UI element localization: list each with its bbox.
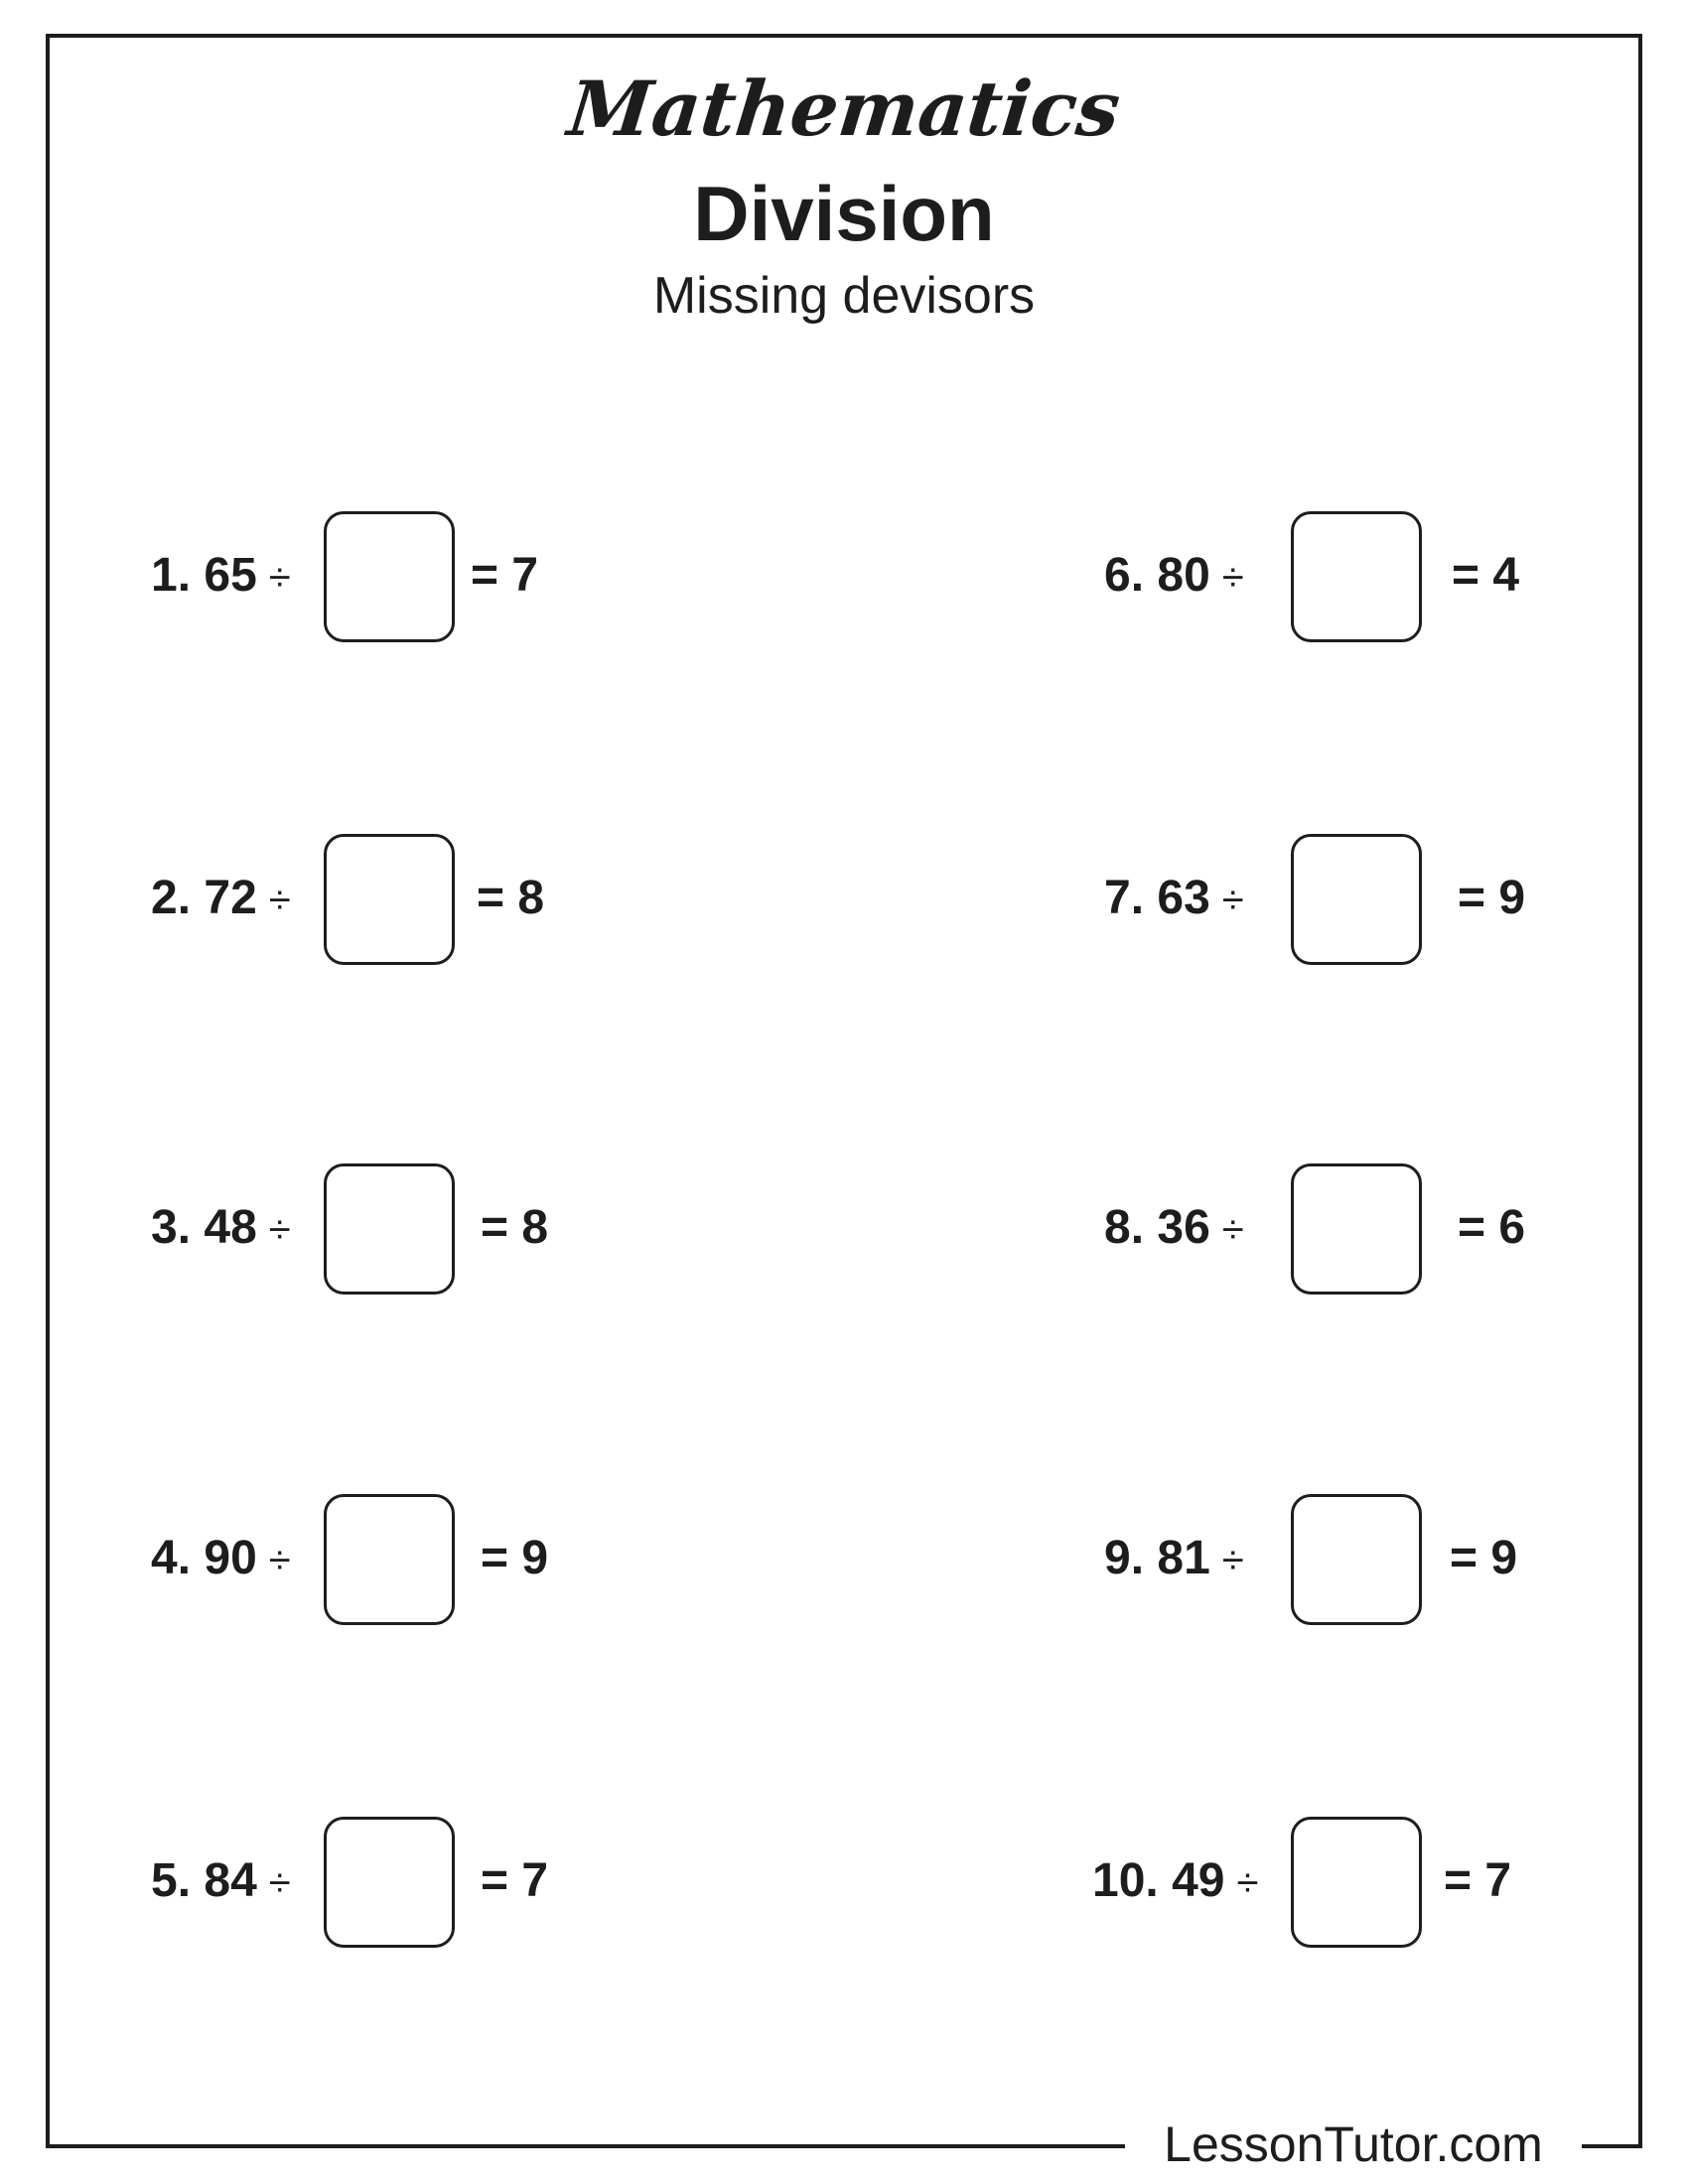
subject-heading: Mathematics [563,65,1125,153]
dividend: 49 [1172,1854,1225,1907]
answer-box[interactable] [1291,1163,1422,1295]
quotient: = 6 [1458,1201,1526,1254]
answer-box[interactable] [324,1817,455,1948]
problem-number: 8. [1104,1201,1145,1254]
frame-right-line [1638,34,1642,2148]
problem-4 [0,1494,844,1623]
quotient: = 9 [1450,1532,1518,1584]
footer-brand: LessonTutor.com [1164,2116,1543,2172]
problem-6 [844,511,1638,640]
problem-number: 1. [151,549,192,602]
quotient: = 7 [1444,1854,1512,1907]
problem-2 [0,834,844,963]
divide-sign: ÷ [1221,1539,1244,1582]
dividend: 36 [1157,1201,1210,1254]
answer-box[interactable] [324,834,455,965]
quotient: = 9 [481,1532,549,1584]
quotient: = 8 [477,872,545,924]
answer-box[interactable] [324,511,455,642]
problem-1 [0,511,844,640]
answer-box[interactable] [1291,511,1422,642]
dividend: 63 [1157,872,1210,924]
answer-box[interactable] [324,1494,455,1625]
dividend: 80 [1157,549,1210,602]
problem-number: 7. [1104,872,1145,924]
answer-box[interactable] [1291,1494,1422,1625]
divide-sign: ÷ [1221,556,1244,600]
divide-sign: ÷ [1236,1861,1259,1905]
quotient: = 9 [1458,872,1526,924]
dividend: 48 [204,1201,257,1254]
quotient: = 7 [481,1854,549,1907]
worksheet-title: Division [693,170,995,257]
frame-bottom-line-left [46,2144,1125,2148]
problem-number: 10. [1092,1854,1159,1907]
problem-number: 4. [151,1532,192,1584]
problem-number: 5. [151,1854,192,1907]
quotient: = 8 [481,1201,549,1254]
divide-sign: ÷ [268,1539,291,1582]
answer-box[interactable] [324,1163,455,1295]
dividend: 65 [204,549,257,602]
worksheet-subtitle: Missing devisors [652,267,1036,325]
divide-sign: ÷ [268,879,291,922]
answer-box[interactable] [1291,1817,1422,1948]
divide-sign: ÷ [1221,879,1244,922]
dividend: 90 [204,1532,257,1584]
answer-box[interactable] [1291,834,1422,965]
divide-sign: ÷ [1221,1208,1244,1252]
divide-sign: ÷ [268,556,291,600]
dividend: 72 [204,872,257,924]
problem-8 [844,1163,1638,1293]
divide-sign: ÷ [268,1861,291,1905]
problem-9 [844,1494,1638,1623]
problem-number: 6. [1104,549,1145,602]
frame-bottom-line-right [1582,2144,1642,2148]
problem-5 [0,1817,844,1946]
dividend: 84 [204,1854,257,1907]
quotient: = 7 [471,549,539,602]
problem-7 [844,834,1638,963]
problem-number: 3. [151,1201,192,1254]
dividend: 81 [1157,1532,1210,1584]
problem-10 [844,1817,1638,1946]
quotient: = 4 [1452,549,1520,602]
problem-number: 9. [1104,1532,1145,1584]
frame-top-line [46,34,1642,38]
problem-3 [0,1163,844,1293]
problem-number: 2. [151,872,192,924]
divide-sign: ÷ [268,1208,291,1252]
